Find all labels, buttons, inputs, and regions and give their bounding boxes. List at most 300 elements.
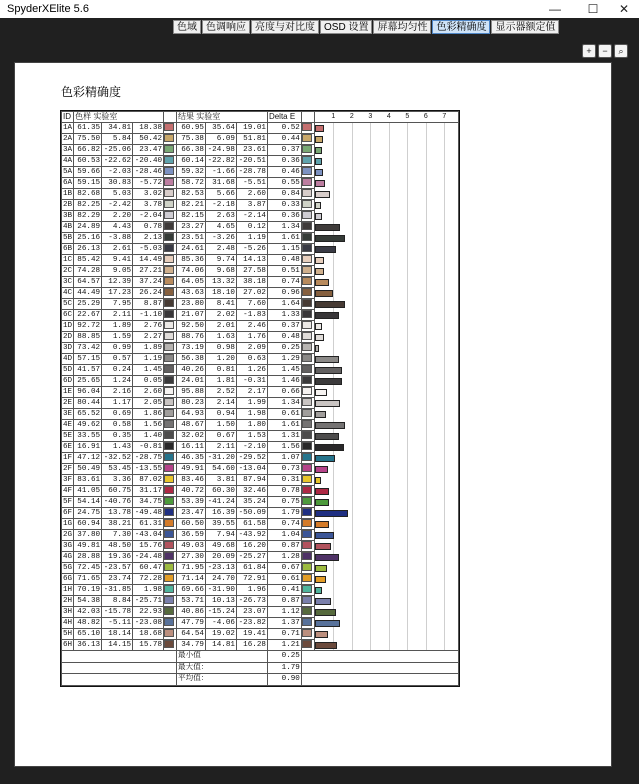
cell-sample-swatch — [164, 266, 177, 277]
scale-gridline — [407, 629, 408, 640]
result-swatch — [302, 200, 312, 208]
scale-gridline — [407, 431, 408, 442]
tab-2[interactable]: 色调响应 — [202, 20, 250, 34]
scale-gridline — [370, 376, 371, 387]
sample-swatch — [164, 156, 174, 164]
cell-sample-value: 80.44 — [74, 398, 102, 409]
scale-gridline — [407, 332, 408, 343]
cell-sample-value: 8.87 — [133, 299, 164, 310]
scale-gridline — [389, 475, 390, 486]
result-swatch — [302, 541, 312, 549]
scale-gridline — [389, 398, 390, 409]
delta-e-bar — [315, 631, 328, 638]
scale-gridline — [407, 365, 408, 376]
scale-gridline — [370, 409, 371, 420]
scale-gridline — [370, 486, 371, 497]
cell-id: 5E — [63, 432, 73, 440]
scale-gridline — [352, 376, 353, 387]
cell-sample-value: 60.47 — [133, 563, 164, 574]
result-swatch — [302, 552, 312, 560]
cell-sample-value: 18.68 — [133, 629, 164, 640]
scale-gridline — [370, 398, 371, 409]
delta-e-bar — [315, 543, 331, 550]
cell-result-value: 1.50 — [205, 420, 236, 431]
scale-gridline — [444, 563, 445, 574]
sample-swatch — [164, 497, 174, 505]
cell-result-value: 7.60 — [236, 299, 267, 310]
cell-id: 5D — [63, 366, 73, 374]
cell-sample-swatch — [164, 497, 177, 508]
cell-sample-value: 27.21 — [133, 266, 164, 277]
cell-sample-value: 4.43 — [102, 222, 133, 233]
scale-gridline — [370, 200, 371, 211]
scale-gridline — [352, 398, 353, 409]
table-row — [62, 266, 459, 277]
cell-result-value: 0.12 — [236, 222, 267, 233]
cell-sample-swatch — [164, 387, 177, 398]
cell-result-value: -5.51 — [236, 178, 267, 189]
cell-result-value: 2.52 — [205, 387, 236, 398]
cell-delta-e: 1.46 — [267, 376, 301, 387]
cell-delta-e: 1.79 — [267, 508, 301, 519]
cell-delta-e: 0.67 — [267, 563, 301, 574]
scale-gridline — [389, 519, 390, 530]
cell-delta-bar — [314, 178, 458, 189]
scale-gridline — [370, 387, 371, 398]
scale-gridline — [352, 277, 353, 288]
cell-id: 1E — [63, 388, 73, 396]
cell-delta-e: 0.55 — [267, 178, 301, 189]
cell-delta-e: 0.36 — [267, 156, 301, 167]
cell-sample-value: 82.68 — [74, 189, 102, 200]
cell-sample-swatch — [164, 222, 177, 233]
cell-id: 2A — [63, 135, 73, 143]
cell-sample-value: 2.11 — [102, 310, 133, 321]
cell-result-value: -5.26 — [236, 244, 267, 255]
cell-result-value: 21.07 — [177, 310, 206, 321]
delta-e-bar — [315, 488, 329, 495]
tab-6[interactable]: 色彩精确度 — [432, 20, 490, 34]
cell-delta-bar — [314, 299, 458, 310]
cell-result-value: -20.51 — [236, 156, 267, 167]
scale-gridline — [333, 211, 334, 222]
cell-sample-value: 3.02 — [133, 189, 164, 200]
scale-gridline — [370, 178, 371, 189]
tab-7[interactable]: 显示器额定值 — [491, 20, 559, 34]
close-icon[interactable]: ✕ — [618, 2, 630, 16]
tab-5[interactable]: 屏幕均匀性 — [373, 20, 431, 34]
cell-result-swatch — [301, 211, 314, 222]
scale-gridline — [352, 156, 353, 167]
cell-result-value: -15.24 — [205, 607, 236, 618]
tab-4[interactable]: OSD 设置 — [320, 20, 372, 34]
cell-sample-value: -15.78 — [102, 607, 133, 618]
result-swatch — [302, 607, 312, 615]
cell-result-value: -2.14 — [236, 211, 267, 222]
delta-e-bar — [315, 389, 327, 396]
scale-gridline — [370, 464, 371, 475]
cell-delta-e: 1.31 — [267, 431, 301, 442]
scale-gridline — [352, 629, 353, 640]
cell-sample-value: 2.61 — [102, 244, 133, 255]
cell-sample-value: 96.04 — [74, 387, 102, 398]
scale-gridline — [407, 607, 408, 618]
scale-gridline — [426, 607, 427, 618]
cell-id: 6F — [63, 509, 73, 517]
cell-sample-value: 85.42 — [74, 255, 102, 266]
cell-result-value: -13.04 — [236, 464, 267, 475]
scale-gridline — [444, 343, 445, 354]
cell-result-value: 2.63 — [205, 211, 236, 222]
cell-result-value: 5.66 — [205, 189, 236, 200]
cell-delta-e: 1.34 — [267, 398, 301, 409]
maximize-icon[interactable]: ☐ — [587, 2, 599, 16]
cell-delta-bar — [314, 530, 458, 541]
scale-gridline — [370, 563, 371, 574]
scale-gridline — [426, 200, 427, 211]
cell-sample-value: -20.40 — [133, 156, 164, 167]
table-row — [62, 464, 459, 475]
scale-gridline — [389, 255, 390, 266]
cell-delta-bar — [314, 145, 458, 156]
cell-sample-value: 0.35 — [102, 431, 133, 442]
scale-gridline — [333, 178, 334, 189]
cell-sample-value: -32.52 — [102, 453, 133, 464]
cell-result-value: 39.55 — [205, 519, 236, 530]
cell-sample-value: -28.46 — [133, 167, 164, 178]
cell-delta-e: 0.61 — [267, 574, 301, 585]
cell-sample-swatch — [164, 552, 177, 563]
delta-e-bar — [315, 609, 336, 616]
cell-delta-bar — [314, 354, 458, 365]
scale-gridline — [407, 541, 408, 552]
table-row — [62, 398, 459, 409]
scale-gridline — [407, 420, 408, 431]
cell-sample-value: 75.50 — [74, 134, 102, 145]
result-swatch — [302, 211, 312, 219]
cell-result-value: 60.50 — [177, 519, 206, 530]
cell-result-swatch — [301, 134, 314, 145]
result-swatch — [302, 409, 312, 417]
cell-result-swatch — [301, 574, 314, 585]
table-row — [62, 574, 459, 585]
scale-gridline — [333, 497, 334, 508]
scale-gridline — [444, 552, 445, 563]
sample-swatch — [164, 266, 174, 274]
scale-gridline — [444, 376, 445, 387]
delta-e-bar — [315, 202, 321, 209]
cell-delta-e: 1.21 — [267, 640, 301, 651]
delta-e-bar — [315, 422, 345, 429]
cell-result-value: 35.24 — [236, 497, 267, 508]
scale-gridline — [426, 486, 427, 497]
scale-gridline — [333, 387, 334, 398]
cell-result-value: 2.11 — [205, 442, 236, 453]
cell-sample-value: 25.29 — [74, 299, 102, 310]
scale-gridline — [426, 552, 427, 563]
cell-sample-value: 1.56 — [133, 420, 164, 431]
cell-sample-value: 14.49 — [133, 255, 164, 266]
cell-sample-swatch — [164, 563, 177, 574]
cell-sample-value: -49.48 — [133, 508, 164, 519]
delta-e-bar — [315, 301, 345, 308]
table-row — [62, 156, 459, 167]
scale-gridline — [407, 464, 408, 475]
cell-result-swatch — [301, 222, 314, 233]
cell-result-value: 1.53 — [236, 431, 267, 442]
scale-gridline — [407, 398, 408, 409]
delta-e-bar — [315, 312, 340, 319]
cell-sample-value: 8.84 — [102, 596, 133, 607]
scale-gridline — [333, 563, 334, 574]
cell-result-value: 47.79 — [177, 618, 206, 629]
delta-e-bar — [315, 136, 323, 143]
cell-result-value: 0.81 — [205, 365, 236, 376]
scale-gridline — [444, 431, 445, 442]
cell-result-value: 18.10 — [205, 288, 236, 299]
scale-gridline — [370, 167, 371, 178]
cell-sample-value: 7.30 — [102, 530, 133, 541]
sample-swatch — [164, 442, 174, 450]
delta-e-bar — [315, 598, 331, 605]
sample-swatch — [164, 431, 174, 439]
cell-id: 2D — [63, 333, 73, 341]
scale-gridline — [389, 134, 390, 145]
table-row — [62, 134, 459, 145]
cell-sample-swatch — [164, 354, 177, 365]
scale-gridline — [426, 618, 427, 629]
cell-sample-value: 22.67 — [74, 310, 102, 321]
cell-sample-swatch — [164, 442, 177, 453]
cell-sample-swatch — [164, 398, 177, 409]
cell-sample-value: 64.57 — [74, 277, 102, 288]
cell-sample-value: -22.62 — [102, 156, 133, 167]
scale-gridline — [389, 442, 390, 453]
scale-gridline — [370, 255, 371, 266]
cell-result-value: 10.13 — [205, 596, 236, 607]
scale-gridline — [370, 266, 371, 277]
scale-gridline — [426, 222, 427, 233]
cell-sample-value: 88.85 — [74, 332, 102, 343]
cell-sample-value: -1.10 — [133, 310, 164, 321]
result-swatch — [302, 255, 312, 263]
cell-id: 1C — [63, 256, 73, 264]
cell-sample-swatch — [164, 409, 177, 420]
minimize-icon[interactable]: — — [549, 2, 561, 16]
cell-result-swatch — [301, 332, 314, 343]
sample-swatch — [164, 321, 174, 329]
accuracy-table-container — [60, 110, 460, 687]
cell-sample-swatch — [164, 574, 177, 585]
cell-sample-value: 87.02 — [133, 475, 164, 486]
cell-delta-bar — [314, 266, 458, 277]
cell-delta-bar — [314, 541, 458, 552]
scale-gridline — [333, 167, 334, 178]
scale-gridline — [426, 563, 427, 574]
report-page — [14, 62, 612, 767]
zoom-in-icon[interactable]: + — [582, 44, 596, 58]
cell-result-value: 16.11 — [177, 442, 206, 453]
table-row — [62, 475, 459, 486]
scale-gridline — [407, 354, 408, 365]
cell-sample-value: 0.05 — [133, 376, 164, 387]
scale-gridline — [444, 464, 445, 475]
scale-gridline — [370, 233, 371, 244]
sample-swatch — [164, 255, 174, 263]
cell-delta-bar — [314, 618, 458, 629]
scale-gridline — [426, 453, 427, 464]
cell-sample-value: 1.89 — [133, 343, 164, 354]
cell-sample-value: 82.25 — [74, 200, 102, 211]
zoom-fit-icon[interactable]: ⌕ — [614, 44, 628, 58]
cell-result-value: 23.47 — [177, 508, 206, 519]
table-row — [62, 200, 459, 211]
cell-delta-bar — [314, 508, 458, 519]
scale-gridline — [407, 640, 408, 651]
cell-sample-swatch — [164, 475, 177, 486]
scale-gridline — [426, 431, 427, 442]
cell-delta-e: 1.04 — [267, 530, 301, 541]
cell-id: 5F — [63, 498, 73, 506]
cell-sample-value: 41.57 — [74, 365, 102, 376]
tab-3[interactable]: 亮度与对比度 — [251, 20, 319, 34]
cell-delta-e: 0.74 — [267, 277, 301, 288]
cell-sample-value: -5.03 — [133, 244, 164, 255]
scale-gridline — [352, 167, 353, 178]
cell-result-value: 24.61 — [177, 244, 206, 255]
table-row — [62, 541, 459, 552]
cell-delta-e: 0.44 — [267, 134, 301, 145]
cell-delta-bar — [314, 310, 458, 321]
cell-id: 1H — [63, 586, 73, 594]
cell-result-value: 2.46 — [236, 321, 267, 332]
scale-gridline — [370, 244, 371, 255]
scale-gridline — [352, 145, 353, 156]
scale-gridline — [389, 211, 390, 222]
cell-id: 4C — [63, 289, 73, 297]
scale-gridline — [444, 607, 445, 618]
cell-id: 1B — [63, 190, 73, 198]
scale-gridline — [444, 277, 445, 288]
cell-id: 5A — [63, 168, 73, 176]
zoom-out-icon[interactable]: − — [598, 44, 612, 58]
scale-gridline — [444, 519, 445, 530]
summary-label: 平均值： — [177, 674, 268, 686]
cell-sample-value: 83.61 — [74, 475, 102, 486]
cell-result-value: 49.03 — [177, 541, 206, 552]
scale-gridline — [444, 233, 445, 244]
cell-sample-value: 1.86 — [133, 409, 164, 420]
scale-gridline — [444, 354, 445, 365]
scale-gridline — [407, 508, 408, 519]
scale-gridline — [352, 354, 353, 365]
cell-result-value: 72.91 — [236, 574, 267, 585]
cell-result-value: -25.27 — [236, 552, 267, 563]
cell-result-value: 19.02 — [205, 629, 236, 640]
cell-sample-value: 49.81 — [74, 541, 102, 552]
delta-e-bar — [315, 334, 324, 341]
cell-delta-bar — [314, 332, 458, 343]
result-swatch — [302, 442, 312, 450]
scale-gridline — [370, 420, 371, 431]
scale-tick-label: 1 — [331, 113, 336, 120]
cell-id: 6D — [63, 377, 73, 385]
table-row — [62, 343, 459, 354]
cell-sample-value: 2.16 — [102, 387, 133, 398]
sample-swatch — [164, 629, 174, 637]
delta-e-bar — [315, 125, 325, 132]
scale-gridline — [333, 189, 334, 200]
delta-e-bar — [315, 477, 321, 484]
cell-sample-value: 65.52 — [74, 409, 102, 420]
summary-row — [62, 662, 459, 674]
cell-result-swatch — [301, 266, 314, 277]
cell-sample-value: -25.06 — [102, 145, 133, 156]
scale-gridline — [426, 508, 427, 519]
cell-delta-e: 0.84 — [267, 189, 301, 200]
scale-gridline — [389, 585, 390, 596]
cell-sample-value: 60.53 — [74, 156, 102, 167]
scale-gridline — [426, 519, 427, 530]
cell-result-value: 20.09 — [205, 552, 236, 563]
scale-gridline — [407, 321, 408, 332]
cell-sample-swatch — [164, 464, 177, 475]
delta-e-bar — [315, 191, 331, 198]
table-row — [62, 178, 459, 189]
cell-delta-bar — [314, 475, 458, 486]
scale-gridline — [426, 398, 427, 409]
scale-gridline — [389, 277, 390, 288]
cell-sample-value: 0.69 — [102, 409, 133, 420]
scale-gridline — [407, 475, 408, 486]
cell-delta-e: 0.52 — [267, 123, 301, 134]
cell-sample-value: 1.19 — [133, 354, 164, 365]
cell-sample-swatch — [164, 343, 177, 354]
scale-gridline — [426, 354, 427, 365]
scale-gridline — [370, 332, 371, 343]
cell-sample-value: 24.89 — [74, 222, 102, 233]
cell-sample-value: 12.39 — [102, 277, 133, 288]
delta-e-bar — [315, 147, 322, 154]
scale-gridline — [407, 486, 408, 497]
cell-sample-value: 71.65 — [74, 574, 102, 585]
cell-sample-value: 54.38 — [74, 596, 102, 607]
sample-swatch — [164, 409, 174, 417]
cell-sample-value: 82.29 — [74, 211, 102, 222]
scale-tick-label: 7 — [442, 113, 447, 120]
cell-result-value: 56.38 — [177, 354, 206, 365]
sample-swatch — [164, 596, 174, 604]
sample-swatch — [164, 244, 174, 252]
scale-gridline — [426, 266, 427, 277]
cell-sample-value: 1.17 — [102, 398, 133, 409]
table-row — [62, 497, 459, 508]
cell-sample-value: 44.49 — [74, 288, 102, 299]
table-row — [62, 376, 459, 387]
scale-gridline — [426, 167, 427, 178]
table-row — [62, 310, 459, 321]
cell-id: 3E — [63, 410, 73, 418]
cell-result-swatch — [301, 519, 314, 530]
cell-delta-bar — [314, 365, 458, 376]
sample-swatch — [164, 519, 174, 527]
cell-result-value: 1.80 — [236, 420, 267, 431]
scale-gridline — [426, 277, 427, 288]
scale-gridline — [333, 277, 334, 288]
cell-sample-value: 26.13 — [74, 244, 102, 255]
table-row — [62, 332, 459, 343]
tab-1[interactable]: 色域 — [173, 20, 201, 34]
